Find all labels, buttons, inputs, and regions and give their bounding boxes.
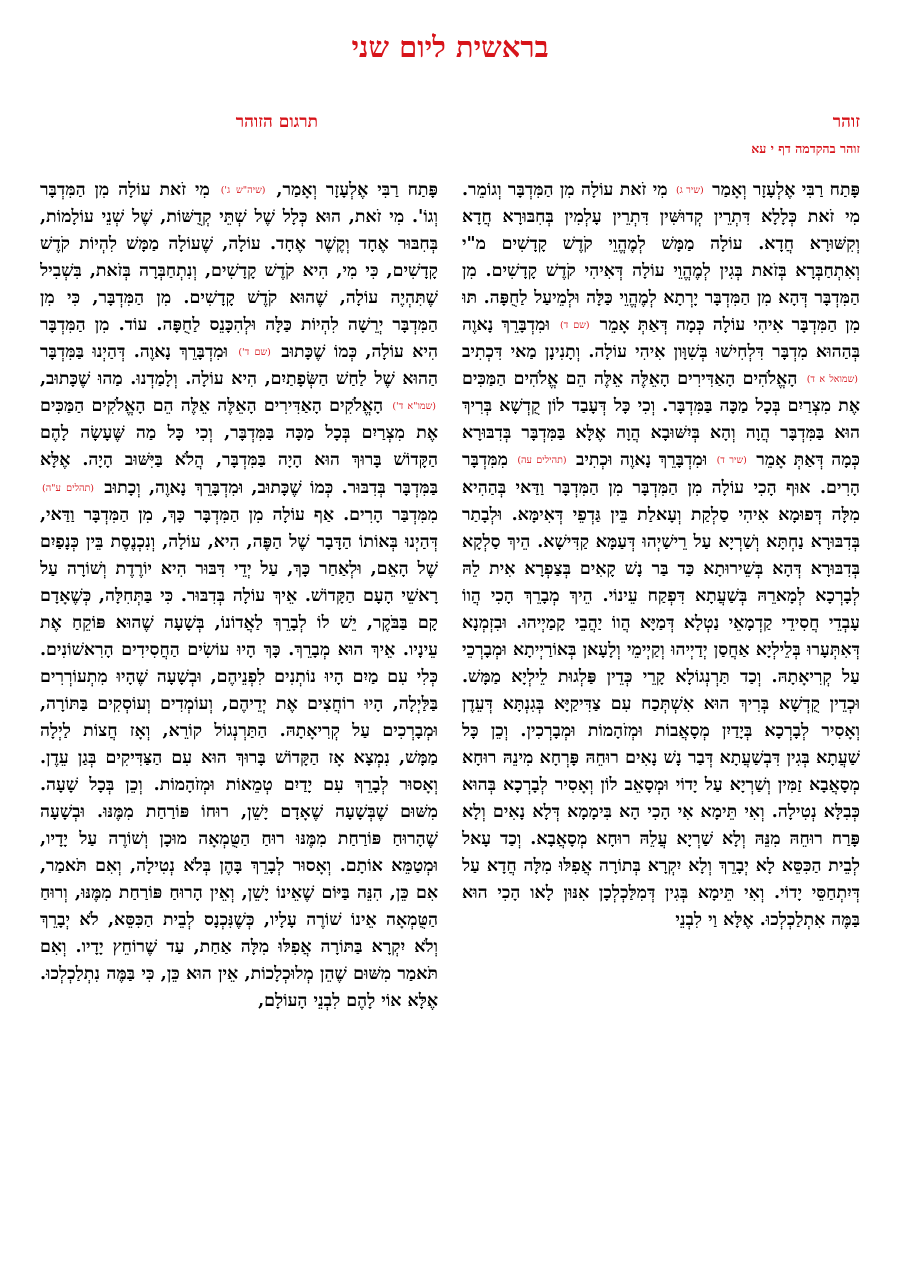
scripture-reference: (שם ד) — [559, 320, 590, 332]
text-segment: פָּתַח רַבִּי אֶלְעָזָר וְאָמַר, — [267, 180, 438, 200]
scripture-reference: (שיה"ש ג') — [220, 185, 266, 196]
zohar-text-column — [462, 177, 860, 1257]
scripture-reference: (תהלים ע"ה) — [42, 482, 94, 494]
text-segment: מִמִּדְבַּר הָרִים. אַף עוֹלָה מִן הַמִּדְבָּר כָּךְ, מִן הַמִּדְבָּר וַדַּאי, דְּהַיְנוּ בְּאוֹתוֹ הַדָּבָר שֶׁל הַפֶּה, הִיא, עוֹלָה, וְנִכְנֶסֶת בֵּין כְּנָפַיִם שֶׁל הָאֵם, וּלְאַחַר כָּךְ, עַל יְדֵי דִּבּוּר הִיא יוֹרֶדֶת וְשׁוֹרָה עַל רָאשֵׁי הָעָם הַקָּדוֹשׁ. אֵיךְ עוֹלָה בְּדִבּוּר. כִּי בַּתְּחִלָּה, כְּשֶׁאָדָם קָם בַּבֹּקֶר, יֵשׁ לוֹ לְבָרֵךְ לַאֲדוֹנוֹ, בְּשָׁעָה שֶׁהוּא פּוֹקֵחַ אֶת עֵינָיו. אֵיךְ הוּא מְבָרֵךְ. כָּךְ הָיוּ עוֹשִׂים הַחֲסִידִים הָרִאשׁוֹנִים. כְּלִי עִם מַיִם הָיוּ נוֹתְנִים לִפְנֵיהֶם, וּבְשָׁעָה שֶׁהָיוּ מִתְעוֹרְרִים בַּלַּיְלָה, הָיוּ רוֹחֲצִים אֶת יְדֵיהֶם, וְעוֹמְדִים וְעוֹסְקִים בַּתּוֹרָה, וּמְבָרְכִים עַל קְרִיאָתָהּ. הַתַּרְנְגוֹל קוֹרֵא, וְאָז חֲצוֹת לַיְלָה מַמָּשׁ, נִמְצָא אָז הַקָּדוֹשׁ בָּרוּךְ הוּא עִם הַצַּדִּיקִים בְּגַן עֵדֶן. וְאָסוּר לְבָרֵךְ עִם יָדַיִם טְמֵאוֹת וּמְזֹהָמוֹת. וְכֵן בְּכָל שָׁעָה. מִשּׁוּם שֶׁבְּשָׁעָה שֶׁאָדָם יָשֵׁן, רוּחוֹ פּוֹרַחַת מִמֶּנּוּ. וּבְשָׁעָה שֶׁהָרוּחַ פּוֹרַחַת מִמֶּנּוּ רוּחַ הַטֻּמְאָה מוּכָן וְשׁוֹרֶה עַל יָדָיו, וּמְטַמֵּא אוֹתָם. וְאָסוּר לְבָרֵךְ בָּהֶן בְּלֹא נְטִילָה, וְאִם תֹּאמַר, אִם כֵּן, הִנֵּה בַּיּוֹם שֶׁאֵינוֹ יָשֵׁן, וְאֵין הָרוּחַ פּוֹרַחַת מִמֶּנּוּ, וְרוּחַ הַטֻּמְאָה אֵינוֹ שׁוֹרֶה עָלָיו, כְּשֶׁנִּכְנָס לְבֵית הַכִּסֵּא, לֹא יְבָרֵךְ וְלֹא יִקְרָא בַּתּוֹרָה אֲפִלּוּ מִלָּה אַחַת, עַד שֶׁרוֹחֵץ יָדָיו. וְאִם תֹּאמַר מִשּׁוּם שֶׁהֵן מְלוּכְלָכוֹת, אֵין הוּא כֵּן, כִּי בַּמֶּה נִתְלַכְלְכוּ. אֶלָּא אוֹי לָהֶם לִבְנֵי הָעוֹלָם, — [40, 504, 438, 1012]
text-segment: פָּתַח רַבִּי אֶלְעָזָר וְאָמַר — [705, 180, 860, 200]
scripture-reference: (שמו"א ד') — [392, 401, 436, 413]
text-segment: מִי זֹאת עוֹלָה מִן הַמִּדְבָּר וְגוֹמֵר. מִי זֹאת כְּלָלָא דִּתְרֵין קְדוּשִּׁין דִּתְרֵין עָלְמִין בְּחִבּוּרָא חֲדָא וְקִשּׁוּרָא חֲדָא. עוֹלָה מַמָּשׁ לְמֶהֱוֵי קֹדֶשׁ קָדָשִׁים מ"י וְאִתְחַבְּרָא בְּזֹאת בְּגִין לְמֶהֱוֵי עוֹלָה דְּאִיהִי קֹדֶשׁ קָדָשִׁים. מִן הַמִּדְבָּר דְּהָא מִן הַמִּדְבָּר יָרְתָא לְמֶהֱוֵי כַּלָּה וּלְמֵיעַל לַחֻפָּה. תּוּ מִן הַמִּדְבָּר אִיהִי עוֹלָה כְּמָה דְּאַתְּ אָמֵר — [462, 180, 860, 336]
text-segment: וּמִדְבָּרֵךְ נָאוֶה בְּהַהוּא מִדְבָּר דִּלְחִישׁוּ בְּשִׁוָּון אִיהִי עוֹלָה. וְתָנִינָן מַאי דִּכְתִיב — [462, 315, 860, 363]
targum-paragraph — [40, 177, 438, 1015]
text-segment: הָאֱלֹקִים הָאַדִּירִים הָאֵלֶּה אֵלֶּה הֵם הָאֱלֹקִים הַמַּכִּים אֶת מִצְרַיִם בְּכָל מַכָּה בַּמִּדְבָּר, וְכִי כָּל מַה שֶּׁעָשָׂה לָהֶם הַקָּדוֹשׁ בָּרוּךְ הוּא הָיָה בַּמִּדְבָּר, הֲלֹא בַּיִּשּׁוּב הָיָה. אֶלָּא בַּמִּדְבָּר בְּדִבּוּר. כְּמוֹ שֶׁכָּתוּב, וּמִדְבָּרֵךְ נָאוֶה, וְכָתוּב — [40, 396, 438, 498]
scripture-reference: (שיר ד) — [716, 455, 747, 467]
source-location: זוהר בהקדמה דף י עא — [751, 141, 860, 156]
targum-text-column — [40, 177, 438, 1257]
text-segment: וּמִדְבָּרֵךְ נָאוֶה וּכְתִיב — [568, 450, 715, 471]
text-segment: הָאֱלֹהִים הָאַדִּירִים הָאֵלֶּה אֵלֶּה הֵם אֱלֹהִים הַמַּכִּים אֶת מִצְרַיִם בְּכָל מַכָּה בַּמִּדְבָּר. וְכִי כָּל דְּעָבַד לוֹן קֻדְשָׁא בְּרִיךְ הוּא בַּמִּדְבָּר הֲוָה וְהָא בְּיִשּׁוּבָא הֲוָה אֶלָּא בַּמִּדְבָּר בְּדִבּוּרָא כְּמָה דְּאַתְּ אָמֵר — [462, 369, 860, 471]
scripture-reference: (שמואל א ד) — [806, 374, 858, 386]
scripture-reference: (שיר ג) — [675, 185, 704, 196]
scripture-reference: (שם ד') — [238, 347, 271, 359]
text-segment: וּמִדְבָּרֵךְ נָאוֶה. דְּהַיְנוּ בַּמִּדְבָּר הַהוּא שֶׁל לַחַשׁ הַשְּׂפָתַיִם, הִיא עוֹלָה. וְלָמַדְנוּ. מַהוּ שֶׁכָּתוּב, — [40, 342, 438, 390]
zohar-paragraph — [462, 177, 860, 934]
text-segment: מִמִּדְבָּר הָרִים. אוּף הָכִי עוֹלָה מִן הַמִּדְבָּר מִן הַמִּדְבָּר וַדַּאי בְּהַהִיא מִלָּה דְּפוּמָא אִיהִי סַלְקַת וְעָאלַת בֵּין גַּדְפֵי דְּאִימָּא. וּלְבָתַר בְּדִבּוּרָא נַחְתָּא וְשַׁרְיָא עַל רֵישַׁיְהוּ דְּעַמָּא קַדִּישָׁא. הֵיךְ סַלְקָא בְּדִבּוּרָא דְּהָא בְּשֵׁירוּתָא כַּד בַּר נָשׁ קָאִים בְּצַפְרָא אִית לֵהּ לְבָרְכָא לְמָארֵהּ בְּשַׁעֲתָא דִּפְקַח עֵינוֹי. הֵיךְ מְבָרֵךְ הָכִי הֲווֹ עָבְדֵי חֲסִידֵי קַדְמָאֵי נַטְלָא דְּמַיָּא הֲווֹ יַהֲבֵי קָמַיְיהוּ. וּבִזְמְנָא דְּאִתְּעָרוּ בְּלֵילְיָא אַחֲסַן יְדַיְיהוּ וְקַיְימֵי וְלָעָאן בְּאוֹרַיְיתָא וּמְבָרְכֵי עַל קְרִיאָתָהּ. וְכַד תַּרְנְגוֹלָא קָרֵי כְּדֵין פַּלְגוּת לֵילְיָא מַמָּשׁ. וּכְדֵין קֻדְשָׁא בְּרִיךְ הוּא אִשְׁתְּכַח עִם צַדִּיקַיָּא בְּגִנְתָּא דְּעֵדֶן וְאָסִיר לְבָרְכָא בְּיָדַיִן מְסָאֲבוֹת וּמְזֹהָמוֹת וּמְבָרְכִין. וְכֵן כָּל שַׁעֲתָא בְּגִין דִּבְשַׁעֲתָא דְּבַר נָשׁ נָאִים רוּחֵהּ פָּרְחָא מִינֵהּ רוּחָא מְסָאֲבָא זַמִּין וְשַׁרְיָא עַל יָדוֹי וּמְסָאֵב לוֹן וְאָסִיר לְבָרְכָא בְּהוּא כְּבִלָּא נְטִילָה. וְאִי תֵּימָא אִי הָכִי הָא בִּימָמָא דְּלָא נָאִים וְלָא פָּרַח רוּחֵהּ מִנֵּהּ וְלָא שַׁרְיָא עֲלֵהּ רוּחָא מְסָאֲבָא. וְכַד עָאל לְבֵית הַכִּסֵּא לָא יְבָרֵךְ וְלָא יִקְרָא בְּתוֹרָה אֲפִלּוּ מִלָּה חֲדָא עַל דְּיִתְחַסֵּי יָדוֹי. וְאִי תֵּימָא בְּגִין דְּמִלַּכְלְכָן אִנּוּן לָאו הָכִי הוּא בַּמֶּה אִתְלַכְלְכוּ. אֶלָּא וַי לִבְנֵי — [462, 450, 860, 931]
scripture-reference: (תהילים עה) — [517, 455, 567, 467]
page-title: בראשית ליום שני — [351, 30, 549, 64]
text-segment: מִי זֹאת עוֹלָה מִן הַמִּדְבָּר וְגוֹ'. מִי זֹאת, הוּא כְּלָל שֶׁל שְׁתֵּי קְדֻשּׁוֹת, שֶׁל שְׁנֵי עוֹלָמוֹת, בְּחִבּוּר אֶחָד וְקֶשֶׁר אֶחָד. עוֹלָה, שֶׁעוֹלָה מַמָּשׁ לִהְיוֹת קֹדֶשׁ קָדָשִׁים, כִּי מִי, הִיא קֹדֶשׁ קָדָשִׁים, וְנִתְחַבְּרָה בְּזֹאת, בִּשְׁבִיל שֶׁתִּהְיֶה עוֹלָה, שֶׁהוּא קֹדֶשׁ קָדָשִׁים. מִן הַמִּדְבָּר, כִּי מִן הַמִּדְבָּר יְרֵשָׁה לִהְיוֹת כַּלָּה וּלְהִכָּנֵס לַחֻפָּה. עוֹד. מִן הַמִּדְבָּר הִיא עוֹלָה, כְּמוֹ שֶׁכָּתוּב — [40, 180, 438, 363]
zohar-column-heading: זוהר — [832, 112, 860, 132]
targum-column-heading: תרגום הזוהר — [235, 112, 318, 132]
